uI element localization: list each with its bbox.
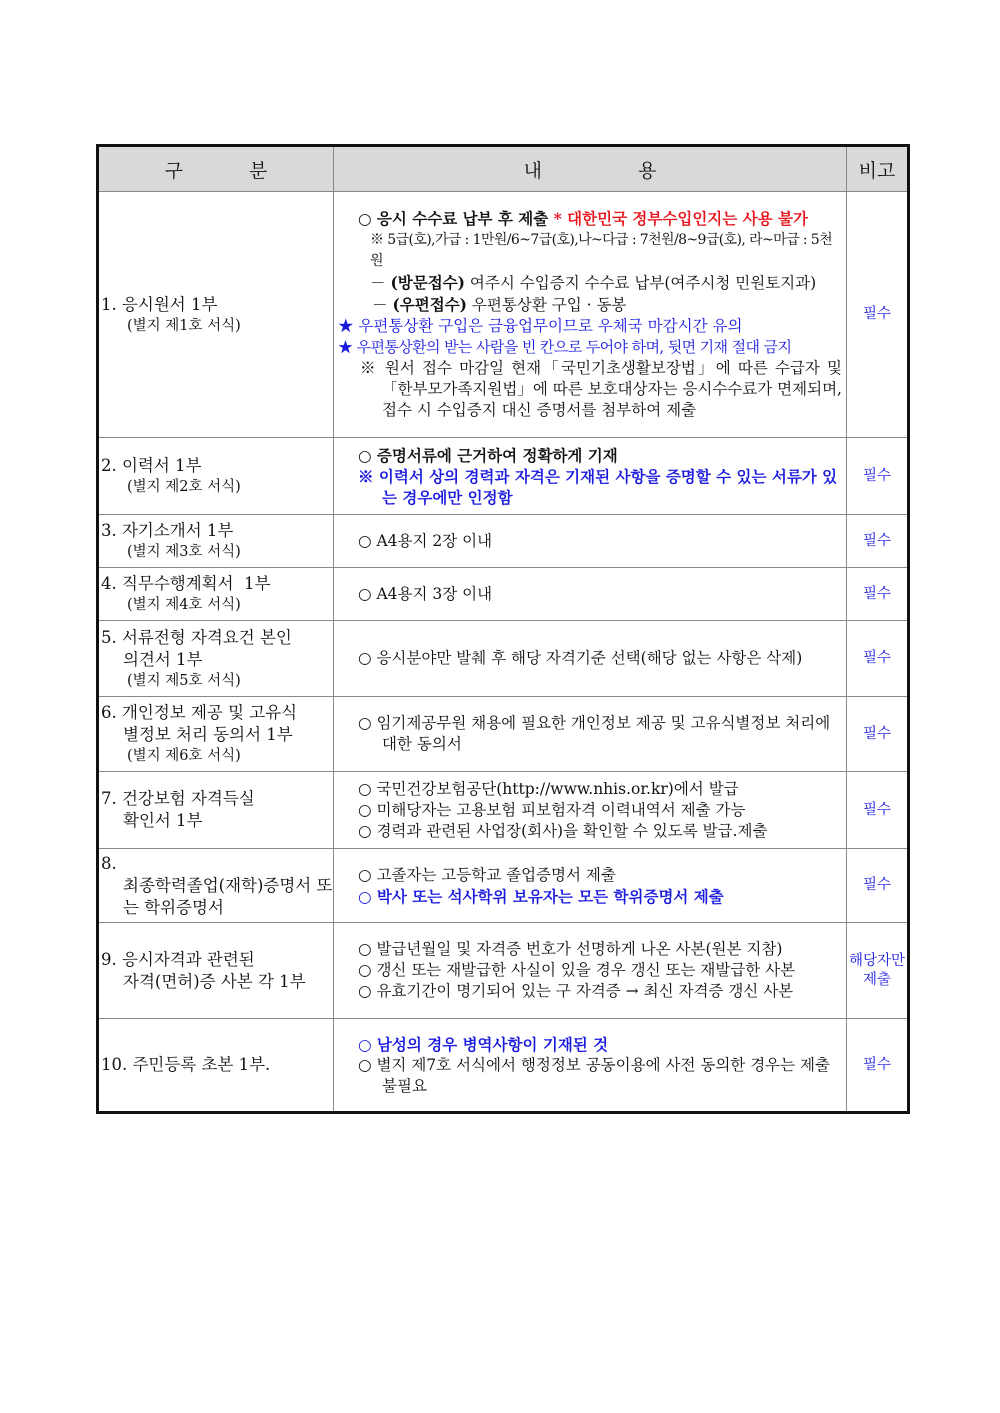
category-label: 2. 이력서 1부: [101, 456, 202, 475]
visit-submission: － (방문접수) 여주시 수입증지 수수료 납부(여주시청 민원토지과): [370, 273, 817, 292]
remark-line: 해당자만: [848, 952, 906, 969]
remark-cell: 필수: [847, 192, 909, 438]
content-cell: [334, 515, 847, 568]
category-label: 10. 주민등록 초본 1부.: [101, 1055, 271, 1074]
table-row: [98, 1019, 909, 1113]
content-line: ○ 경력과 관련된 사업장(회사)을 확인할 수 있도록 발급.제출: [358, 821, 768, 840]
remark-cell: 필수: [847, 515, 909, 568]
mail-label: (우편접수): [392, 295, 467, 314]
stamp-warning: * 대한민국 정부수입인지는 사용 불가: [548, 209, 808, 228]
header-category: 구 분: [98, 146, 334, 192]
category-label-cont: 확인서 1부: [123, 811, 203, 830]
content-line: ○ 미해당자는 고용보험 피보험자격 이력내역서 제출 가능: [358, 800, 746, 819]
remark-line: 제출: [862, 971, 891, 988]
category-cell: [98, 697, 334, 772]
header-remark: 비고: [847, 146, 909, 192]
header-content: 내 용: [334, 146, 847, 192]
category-cell: [98, 621, 334, 697]
form-label: (별지 제4호 서식): [127, 597, 241, 613]
category-label: 4. 직무수행계획서 1부: [101, 574, 271, 593]
category-label: 7. 건강보험 자격득실: [101, 789, 255, 808]
table-header-row: [98, 146, 909, 192]
content-cell: [334, 438, 847, 515]
remark-cell: 필수: [847, 621, 909, 697]
required-documents-table: [96, 144, 910, 1114]
fee-payment-note: ○ 응시 수수료 납부 후 제출: [358, 209, 549, 228]
fee-schedule: ※ 5급(호),가급 : 1만원/6~7급(호),나~다급 : 7천원/8~9급(호), 라~마급 : 5천원: [370, 232, 833, 269]
category-cell: [98, 923, 334, 1019]
content-cell: [334, 923, 847, 1019]
category-cell: [98, 515, 334, 568]
content-line: ○ 국민건강보험공단(http://www.nhis.or.kr)에서 발급: [358, 779, 739, 798]
category-cell: [98, 1019, 334, 1113]
remark-cell: [847, 923, 909, 1019]
category-label: 1. 응시원서 1부: [101, 294, 218, 314]
category-label: 6. 개인정보 제공 및 고유식: [101, 703, 298, 722]
form-label: (별지 제2호 서식): [127, 479, 241, 495]
table-row: [98, 923, 909, 1019]
content-cell: [334, 1019, 847, 1113]
content-line: ○ 임기제공무원 채용에 필요한 개인정보 제공 및 고유식별정보 처리에 대한 동의서: [358, 714, 831, 753]
table-row: [98, 568, 909, 621]
remark-cell: 필수: [847, 849, 909, 923]
remark-cell: 필수: [847, 568, 909, 621]
category-label-cont: 최종학력졸업(재학)증명서 또는 학위증명서: [123, 875, 333, 917]
table-row: [98, 772, 909, 849]
mail-submission: － (우편접수) 우편통상환 구입 · 동봉: [372, 295, 627, 314]
category-cell: [98, 192, 334, 438]
content-line: ○ 별지 제7호 서식에서 행정정보 공동이용에 사전 동의한 경우는 제출 불필요: [358, 1055, 831, 1095]
content-cell: [334, 621, 847, 697]
content-line: ○ 발급년월일 및 자격증 번호가 선명하게 나온 사본(원본 지참): [358, 940, 783, 958]
category-label-cont: 자격(면허)증 사본 각 1부: [123, 971, 306, 991]
content-line: ○ 증명서류에 근거하여 정확하게 기재: [358, 445, 618, 465]
content-line: ○ 갱신 또는 재발급한 사실이 있을 경우 갱신 또는 재발급한 사본: [358, 961, 796, 979]
content-line: ○ A4용지 2장 이내: [358, 531, 493, 550]
content-cell: [334, 192, 847, 438]
content-line: ○ 고졸자는 고등학교 졸업증명서 제출: [358, 865, 616, 884]
table-row: [98, 621, 909, 697]
form-label: (별지 제5호 서식): [127, 672, 241, 689]
mail-detail: 우편통상환 구입 · 동봉: [467, 296, 627, 314]
table-row: [98, 192, 909, 438]
category-label: 5. 서류전형 자격요건 본인: [101, 627, 292, 647]
fee-exemption-text: ※ 원서 접수 마감일 현재「국민기초생활보장법」에 따른 수급자 및「한부모가족지원법」에 따른 보호대상자는 응시수수료가 면제되며, 접수 시 수입증지 대신 증명서를 첨부하여 제출: [360, 359, 842, 419]
remark-cell: 필수: [847, 697, 909, 772]
remark-cell: 필수: [847, 1019, 909, 1113]
content-line: ○ 박사 또는 석사학위 보유자는 모든 학위증명서 제출: [358, 886, 724, 906]
category-label: 8.: [101, 853, 117, 873]
form-label: (별지 제6호 서식): [127, 748, 241, 764]
content-cell: [334, 697, 847, 772]
content-cell: [334, 568, 847, 621]
visit-label: (방문접수): [390, 273, 465, 292]
category-cell: [98, 849, 334, 923]
category-label-cont: 의견서 1부: [123, 649, 203, 669]
content-line: [344, 208, 842, 230]
content-cell: [334, 772, 847, 849]
content-line: ※ 이력서 상의 경력과 자격은 기재된 사항을 증명할 수 있는 서류가 있는 경우에만 인정함: [358, 466, 838, 507]
category-cell: [98, 568, 334, 621]
category-cell: [98, 772, 334, 849]
form-label: (별지 제1호 서식): [127, 317, 241, 334]
table-row: [98, 849, 909, 923]
table-row: [98, 697, 909, 772]
category-label: 9. 응시자격과 관련된: [101, 949, 255, 969]
remark-cell: 필수: [847, 438, 909, 515]
postal-order-notice-2: ★ 우편통상환의 받는 사람을 빈 칸으로 두어야 하며, 뒷면 기재 절대 금지: [338, 338, 792, 356]
table-row: [98, 515, 909, 568]
visit-detail: 여주시 수입증지 수수료 납부(여주시청 민원토지과): [465, 274, 817, 292]
content-line: ○ A4용지 3장 이내: [358, 584, 493, 603]
content-line: ○ 응시분야만 발췌 후 해당 자격기준 선택(해당 없는 사항은 삭제): [358, 649, 803, 667]
content-line: ○ 유효기간이 명기되어 있는 구 자격증 → 최신 자격증 갱신 사본: [358, 982, 794, 1000]
category-label-cont: 별정보 처리 동의서 1부: [123, 725, 293, 744]
table-row: [98, 438, 909, 515]
form-label: (별지 제3호 서식): [127, 544, 241, 560]
postal-order-notice-1: ★ 우편통상환 구입은 금융업무이므로 우체국 마감시간 유의: [338, 317, 743, 335]
category-label: 3. 자기소개서 1부: [101, 521, 234, 540]
content-cell: [334, 849, 847, 923]
content-line: ○ 남성의 경우 병역사항이 기재된 것: [358, 1034, 609, 1054]
category-cell: [98, 438, 334, 515]
fee-exemption-note: [344, 358, 842, 421]
remark-cell: 필수: [847, 772, 909, 849]
